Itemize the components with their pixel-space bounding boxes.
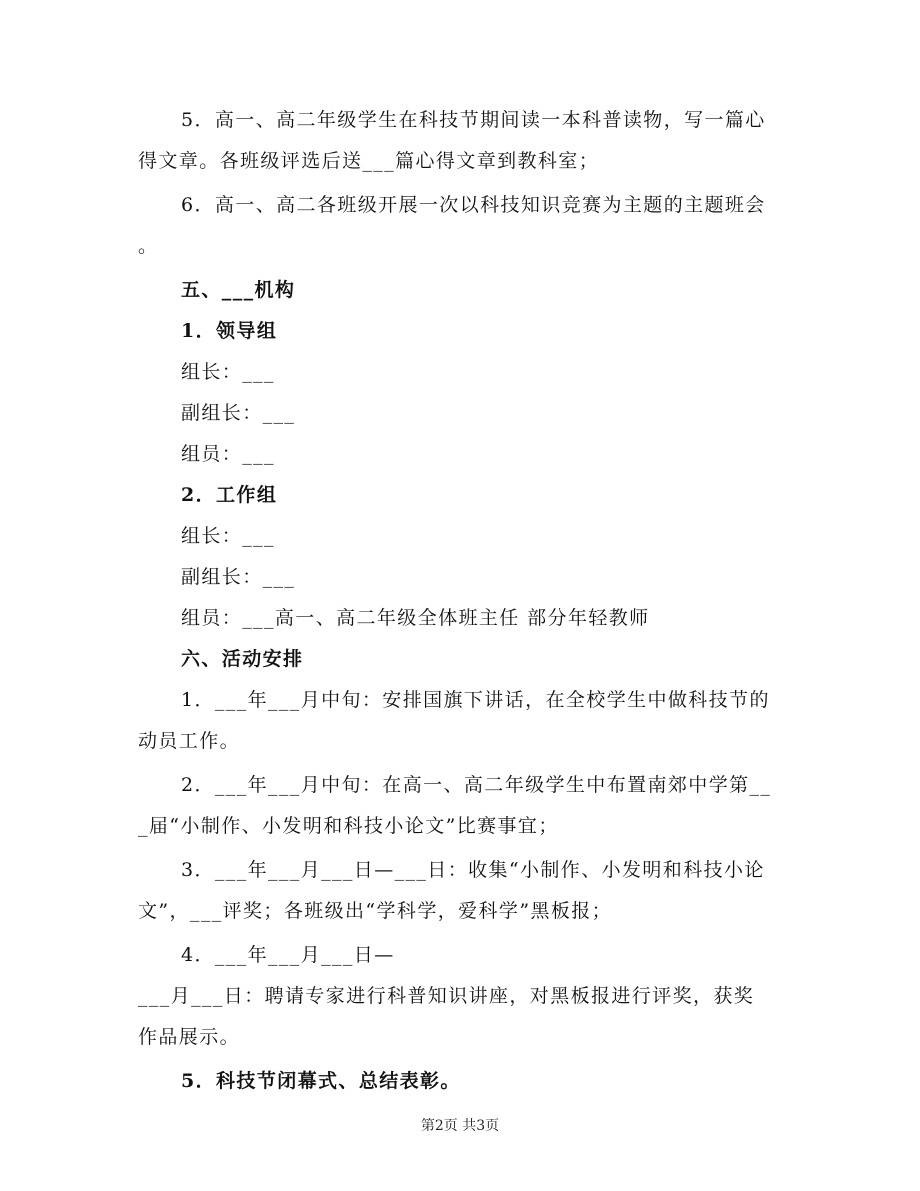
paragraph-item-6-line2: 。 <box>138 235 159 257</box>
schedule-item-4-line2: ___月___日：聘请专家进行科普知识讲座，对黑板报进行评奖，获奖 <box>138 985 755 1007</box>
subheading-leadership-group: 1．领导组 <box>181 320 278 342</box>
schedule-item-2-line2: _届“小制作、小发明和科技小论文”比赛事宜； <box>138 815 559 837</box>
schedule-item-3-line2: 文”，___评奖；各班级出“学科学，爱科学”黑板报； <box>138 900 613 922</box>
working-deputy-leader-line: 副组长：___ <box>181 566 296 588</box>
leader-line: 组长：___ <box>181 361 275 383</box>
document-body <box>138 100 784 1102</box>
member-line: 组员：___ <box>181 443 275 465</box>
section-heading-organization: 五、___机构 <box>181 279 296 301</box>
schedule-item-4-line1: 4．___年___月___日— <box>181 944 395 966</box>
deputy-leader-line: 副组长：___ <box>181 402 296 424</box>
subheading-working-group: 2．工作组 <box>181 484 278 506</box>
schedule-item-4-line3: 作品展示。 <box>138 1026 241 1048</box>
schedule-item-5: 5．科技节闭幕式、总结表彰。 <box>181 1070 461 1092</box>
working-leader-line: 组长：___ <box>181 525 275 547</box>
working-member-line: 组员：___高一、高二年级全体班主任 部分年轻教师 <box>181 607 650 629</box>
schedule-item-1-line1: 1．___年___月中旬：安排国旗下讲话，在全校学生中做科技节的 <box>181 689 770 711</box>
paragraph-item-6-line1: 6．高一、高二各班级开展一次以科技知识竞赛为主题的主题班会 <box>181 194 766 216</box>
schedule-item-3-line1: 3．___年___月___日—___日：收集“小制作、小发明和科技小论 <box>181 859 765 881</box>
paragraph-item-5-line2: 得文章。各班级评选后送___篇心得文章到教科室； <box>138 150 600 172</box>
page-footer: 第2页 共3页 <box>420 1118 500 1134</box>
paragraph-item-5-line1: 5．高一、高二年级学生在科技节期间读一本科普读物，写一篇心 <box>181 109 766 131</box>
schedule-item-2-line1: 2．___年___月中旬：在高一、高二年级学生中布置南郊中学第__ <box>181 774 772 796</box>
schedule-item-1-line2: 动员工作。 <box>138 730 241 752</box>
section-heading-schedule: 六、活动安排 <box>181 648 304 670</box>
